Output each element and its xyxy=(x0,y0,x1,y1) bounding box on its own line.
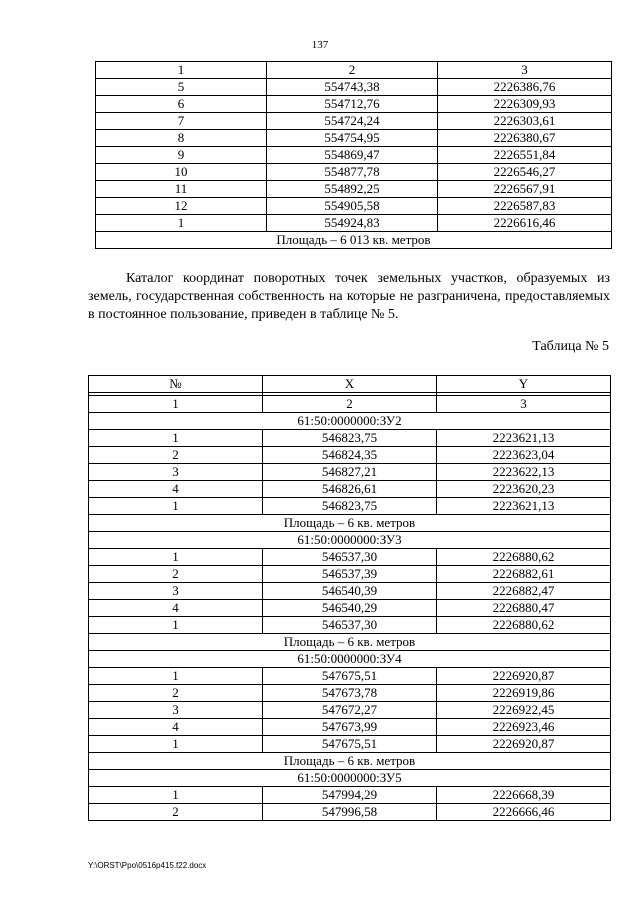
point-number: 5 xyxy=(96,79,267,96)
area-row xyxy=(89,634,611,651)
point-number: 2 xyxy=(89,566,263,583)
x-coordinate: 547996,58 xyxy=(263,804,437,821)
section-title-row xyxy=(89,413,611,430)
section-title-row xyxy=(89,651,611,668)
column-number: 1 xyxy=(96,62,267,79)
y-coordinate: 2226380,67 xyxy=(438,130,612,147)
table-row xyxy=(89,498,611,515)
area-cell: Площадь – 6 кв. метров xyxy=(89,753,611,770)
table-row xyxy=(89,566,611,583)
y-coordinate: 2226923,46 xyxy=(437,719,611,736)
table-row xyxy=(89,549,611,566)
point-number: 1 xyxy=(89,736,263,753)
x-coordinate: 554905,58 xyxy=(267,198,438,215)
table-row xyxy=(96,147,612,164)
area-row xyxy=(96,232,612,249)
table-5 xyxy=(88,375,611,821)
x-coordinate: 554877,78 xyxy=(267,164,438,181)
y-coordinate: 2226546,27 xyxy=(438,164,612,181)
y-coordinate: 2226303,61 xyxy=(438,113,612,130)
table-row xyxy=(89,702,611,719)
point-number: 4 xyxy=(89,481,263,498)
x-coordinate: 546824,35 xyxy=(263,447,437,464)
x-coordinate: 547673,78 xyxy=(263,685,437,702)
coordinates-table-continued xyxy=(95,61,612,249)
point-number: 4 xyxy=(89,719,263,736)
table-row xyxy=(89,583,611,600)
column-numbers-row xyxy=(89,396,611,413)
y-coordinate: 2226616,46 xyxy=(438,215,612,232)
header-number: № xyxy=(89,376,263,393)
x-coordinate: 554869,47 xyxy=(267,147,438,164)
point-number: 4 xyxy=(89,600,263,617)
column-number: 2 xyxy=(263,396,437,413)
x-coordinate: 547675,51 xyxy=(263,668,437,685)
table-row xyxy=(89,447,611,464)
table-row xyxy=(96,164,612,181)
x-coordinate: 554743,38 xyxy=(267,79,438,96)
header-x: X xyxy=(263,376,437,393)
x-coordinate: 546823,75 xyxy=(263,430,437,447)
y-coordinate: 2226551,84 xyxy=(438,147,612,164)
y-coordinate: 2223623,04 xyxy=(437,447,611,464)
point-number: 6 xyxy=(96,96,267,113)
catalog-paragraph: Каталог координат поворотных точек земельных участков, образуемых из земель, государственная собственность на которые не разграничена, предоставляемых в постоянное пользование, приведен в таблице № 5. xyxy=(88,271,610,322)
y-coordinate: 2226919,86 xyxy=(437,685,611,702)
table-row xyxy=(96,79,612,96)
table-row xyxy=(89,617,611,634)
point-number: 12 xyxy=(96,198,267,215)
point-number: 3 xyxy=(89,464,263,481)
area-cell: Площадь – 6 кв. метров xyxy=(89,634,611,651)
column-number: 3 xyxy=(437,396,611,413)
x-coordinate: 547673,99 xyxy=(263,719,437,736)
point-number: 10 xyxy=(96,164,267,181)
point-number: 1 xyxy=(89,617,263,634)
table-row xyxy=(89,600,611,617)
area-cell: Площадь – 6 кв. метров xyxy=(89,515,611,532)
table-row xyxy=(89,430,611,447)
y-coordinate: 2226386,76 xyxy=(438,79,612,96)
file-path-footer: Y:\ORST\Ppo\0516p415.f22.docx xyxy=(88,861,207,870)
cadastral-number: 61:50:0000000:ЗУ5 xyxy=(89,770,611,787)
header-y: Y xyxy=(437,376,611,393)
x-coordinate: 554724,24 xyxy=(267,113,438,130)
table-row xyxy=(89,464,611,481)
y-coordinate: 2226880,62 xyxy=(437,617,611,634)
section-title-row xyxy=(89,770,611,787)
table-row xyxy=(96,198,612,215)
y-coordinate: 2226587,83 xyxy=(438,198,612,215)
x-coordinate: 554754,95 xyxy=(267,130,438,147)
point-number: 1 xyxy=(89,668,263,685)
y-coordinate: 2226922,45 xyxy=(437,702,611,719)
table-row xyxy=(89,804,611,821)
area-row xyxy=(89,753,611,770)
y-coordinate: 2226567,91 xyxy=(438,181,612,198)
column-number: 3 xyxy=(438,62,612,79)
cadastral-number: 61:50:0000000:ЗУ2 xyxy=(89,413,611,430)
table-row xyxy=(96,130,612,147)
table-row xyxy=(89,736,611,753)
page-number: 137 xyxy=(311,39,329,51)
point-number: 1 xyxy=(89,430,263,447)
table-5-body xyxy=(89,376,611,821)
x-coordinate: 546537,30 xyxy=(263,549,437,566)
area-cell: Площадь – 6 013 кв. метров xyxy=(96,232,612,249)
coordinates-table-body xyxy=(96,62,612,249)
y-coordinate: 2226882,47 xyxy=(437,583,611,600)
x-coordinate: 554712,76 xyxy=(267,96,438,113)
point-number: 1 xyxy=(89,549,263,566)
y-coordinate: 2226880,62 xyxy=(437,549,611,566)
y-coordinate: 2226880,47 xyxy=(437,600,611,617)
y-coordinate: 2226668,39 xyxy=(437,787,611,804)
y-coordinate: 2223620,23 xyxy=(437,481,611,498)
y-coordinate: 2226309,93 xyxy=(438,96,612,113)
point-number: 8 xyxy=(96,130,267,147)
y-coordinate: 2223622,13 xyxy=(437,464,611,481)
x-coordinate: 547672,27 xyxy=(263,702,437,719)
x-coordinate: 554924,83 xyxy=(267,215,438,232)
point-number: 7 xyxy=(96,113,267,130)
x-coordinate: 546540,39 xyxy=(263,583,437,600)
x-coordinate: 546827,21 xyxy=(263,464,437,481)
table-row xyxy=(96,113,612,130)
point-number: 11 xyxy=(96,181,267,198)
x-coordinate: 546540,29 xyxy=(263,600,437,617)
point-number: 2 xyxy=(89,804,263,821)
point-number: 3 xyxy=(89,583,263,600)
point-number: 2 xyxy=(89,447,263,464)
table-row xyxy=(96,96,612,113)
x-coordinate: 546537,30 xyxy=(263,617,437,634)
point-number: 1 xyxy=(96,215,267,232)
y-coordinate: 2226920,87 xyxy=(437,668,611,685)
x-coordinate: 554892,25 xyxy=(267,181,438,198)
table-row xyxy=(89,685,611,702)
table-header-row xyxy=(89,376,611,393)
x-coordinate: 547994,29 xyxy=(263,787,437,804)
column-number: 1 xyxy=(89,396,263,413)
table-header-row xyxy=(96,62,612,79)
y-coordinate: 2226666,46 xyxy=(437,804,611,821)
table-row xyxy=(89,787,611,804)
x-coordinate: 546823,75 xyxy=(263,498,437,515)
table-row xyxy=(89,668,611,685)
point-number: 1 xyxy=(89,787,263,804)
y-coordinate: 2226882,61 xyxy=(437,566,611,583)
table-row xyxy=(89,719,611,736)
y-coordinate: 2226920,87 xyxy=(437,736,611,753)
cadastral-number: 61:50:0000000:ЗУ3 xyxy=(89,532,611,549)
table-row xyxy=(89,481,611,498)
point-number: 1 xyxy=(89,498,263,515)
table-caption: Таблица № 5 xyxy=(532,339,609,354)
x-coordinate: 546537,39 xyxy=(263,566,437,583)
cadastral-number: 61:50:0000000:ЗУ4 xyxy=(89,651,611,668)
section-title-row xyxy=(89,532,611,549)
y-coordinate: 2223621,13 xyxy=(437,498,611,515)
y-coordinate: 2223621,13 xyxy=(437,430,611,447)
x-coordinate: 546826,61 xyxy=(263,481,437,498)
column-number: 2 xyxy=(267,62,438,79)
table-row xyxy=(96,215,612,232)
point-number: 9 xyxy=(96,147,267,164)
x-coordinate: 547675,51 xyxy=(263,736,437,753)
table-row xyxy=(96,181,612,198)
point-number: 2 xyxy=(89,685,263,702)
area-row xyxy=(89,515,611,532)
point-number: 3 xyxy=(89,702,263,719)
